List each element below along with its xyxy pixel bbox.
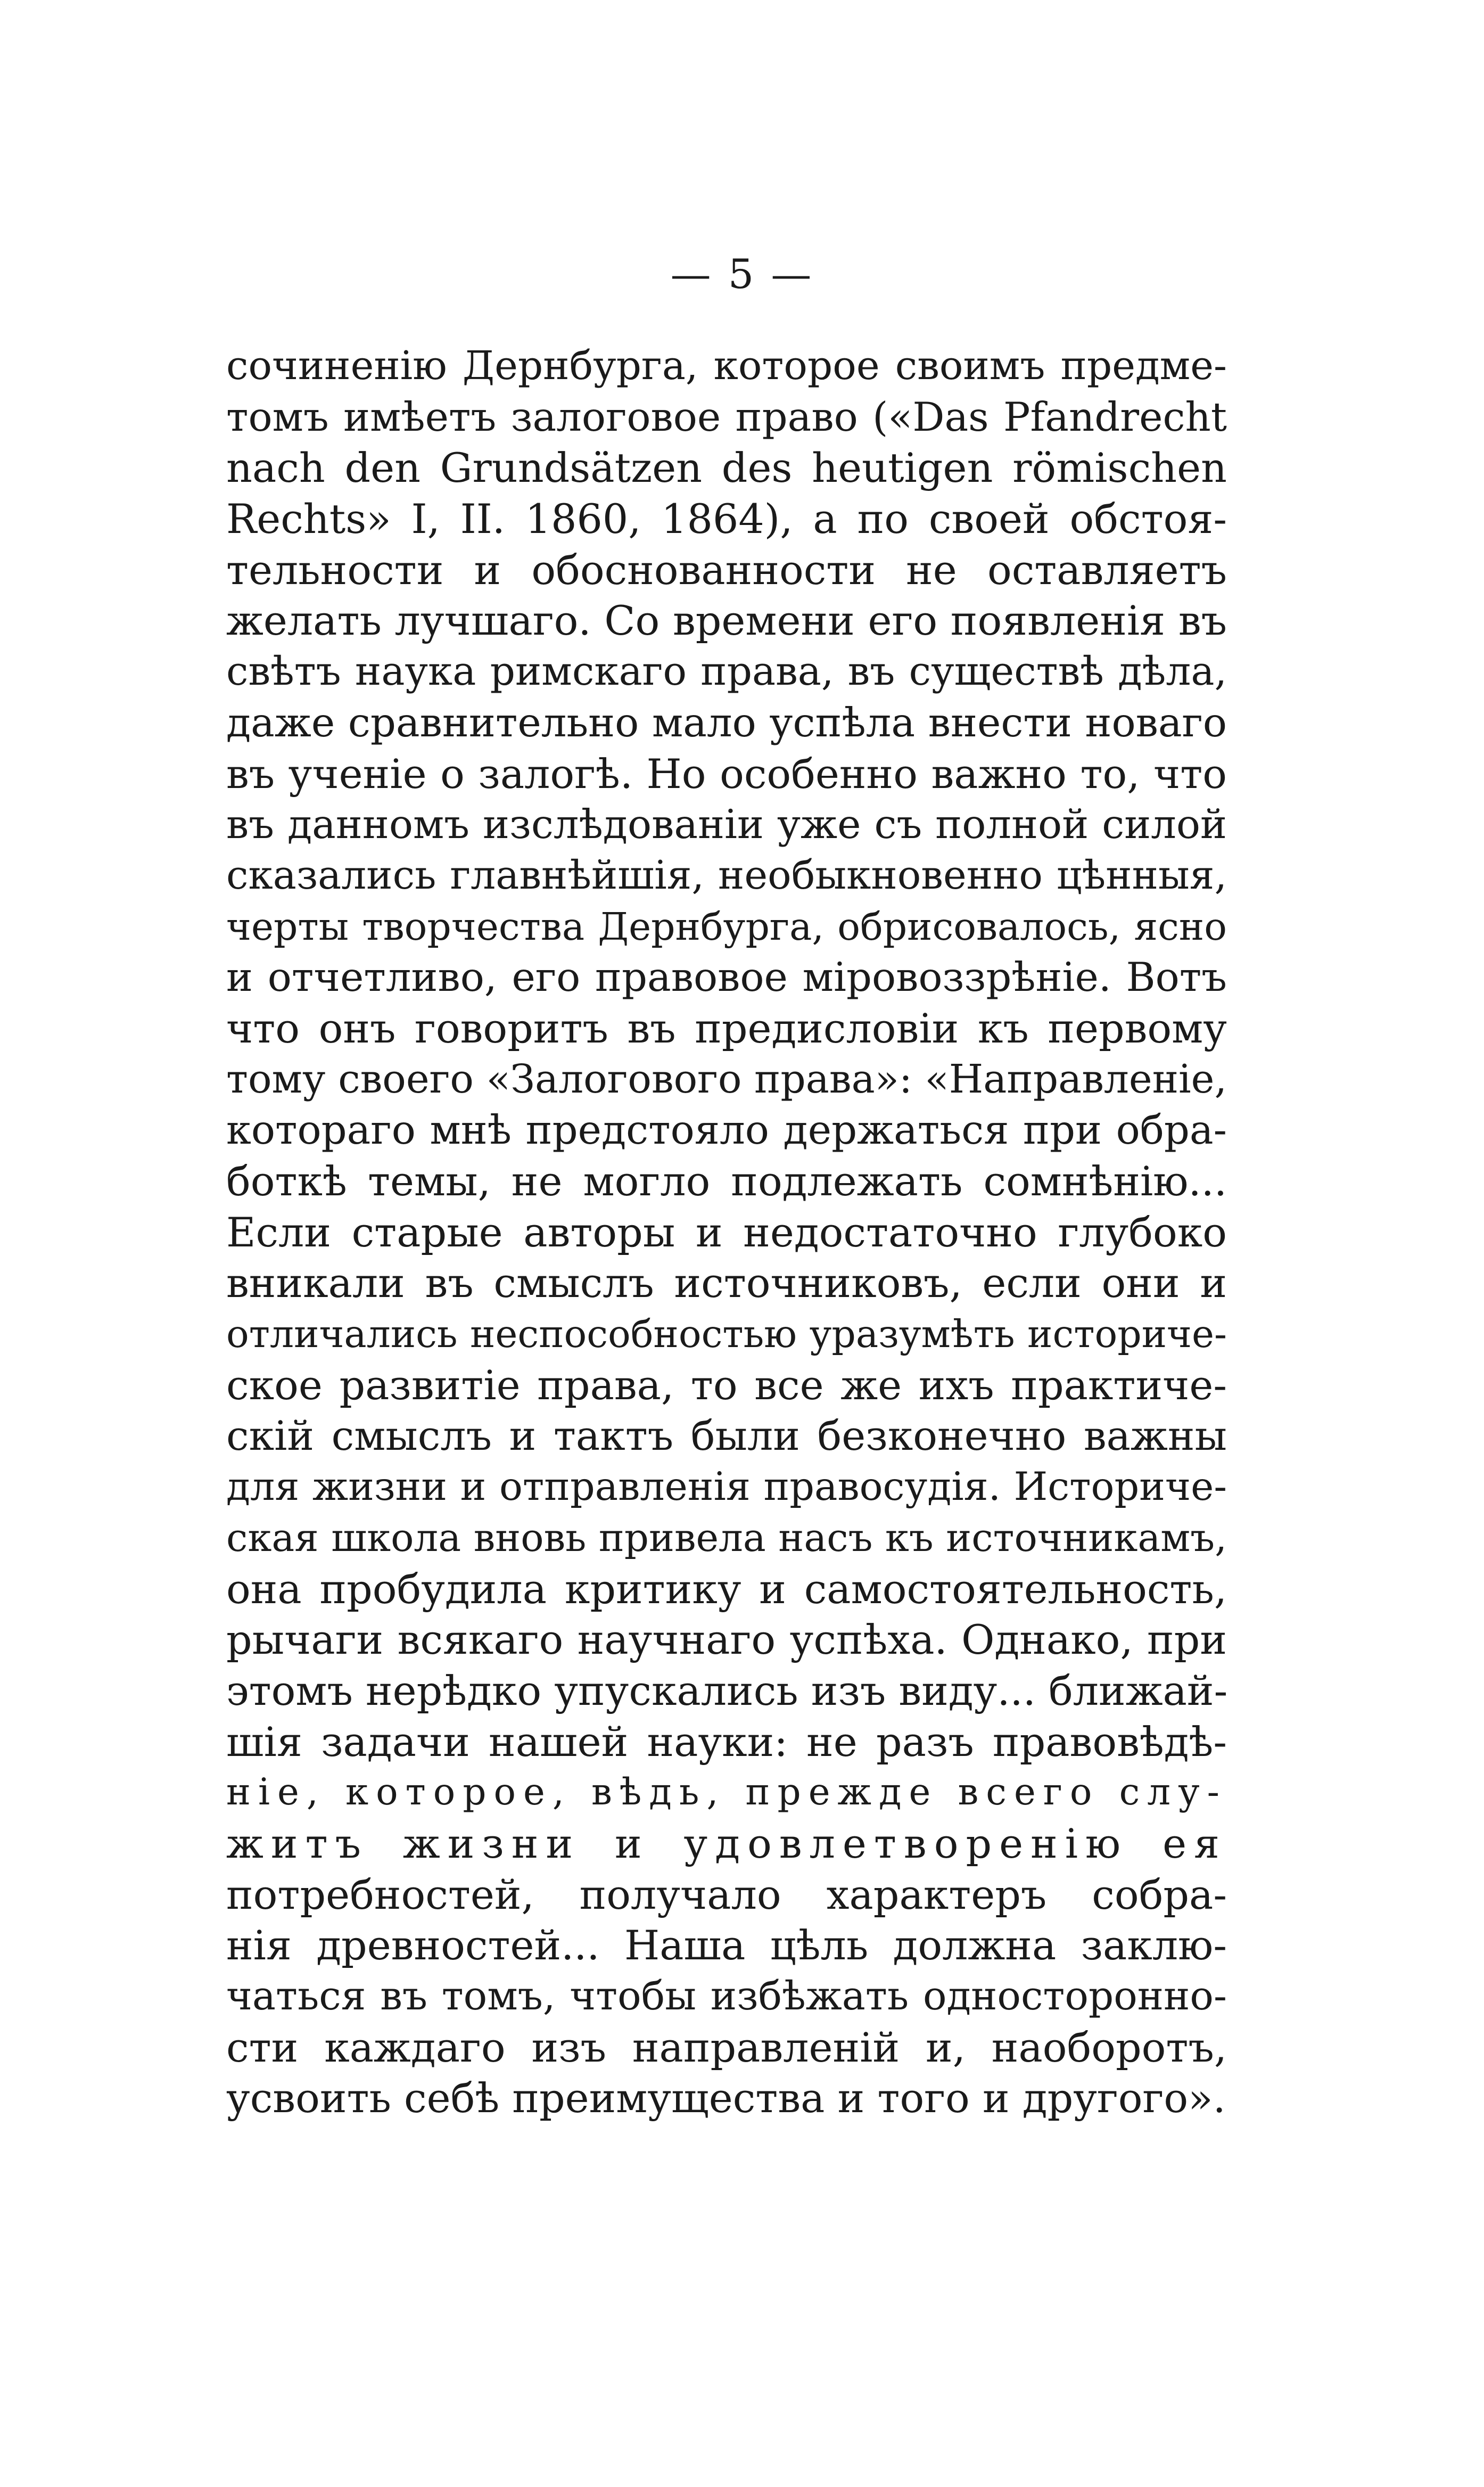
text-line: шія задачи нашей науки: не разъ правовѣдѣ- bbox=[226, 1718, 1227, 1766]
text-line: въ данномъ изслѣдованіи уже съ полной силой bbox=[226, 801, 1227, 848]
text-line: она пробудила критику и самостоятельность, bbox=[226, 1565, 1227, 1613]
text-line: черты творчества Дернбурга, обрисовалось, ясно bbox=[226, 904, 1227, 949]
text-line: и отчетливо, его правовое міровоззрѣніе. Вотъ bbox=[226, 954, 1227, 1001]
text-line: чаться въ томъ, чтобы избѣжать односторонно- bbox=[226, 1973, 1227, 2019]
text-line: скій смыслъ и тактъ были безконечно важны bbox=[226, 1412, 1227, 1460]
text-line: для жизни и отправленія правосудія. Историче- bbox=[226, 1464, 1227, 1510]
text-line: отличались неспособностью уразумѣть историче- bbox=[226, 1312, 1227, 1357]
text-line: свѣтъ наука римскаго права, въ существѣ дѣла, bbox=[226, 649, 1227, 695]
text-line: nach den Grundsätzen des heutigen römischen bbox=[226, 444, 1227, 492]
body-text bbox=[226, 341, 1227, 2124]
text-line: Rechts» I, II. 1860, 1864), а по своей обстоя- bbox=[226, 495, 1227, 543]
text-line: томъ имѣетъ залоговое право («Das Pfandrecht bbox=[226, 393, 1227, 440]
text-line-last: усвоить себѣ преимущества и того и другого». bbox=[226, 2074, 1226, 2122]
text-line: нія древностей... Наша цѣль должна заклю- bbox=[226, 1922, 1227, 1969]
text-line: рычаги всякаго научнаго успѣха. Однако, при bbox=[226, 1616, 1227, 1664]
text-line: вникали въ смыслъ источниковъ, если они и bbox=[226, 1259, 1227, 1307]
text-line-spaced: ніе, которое, вѣдь, прежде всего слу- bbox=[226, 1771, 1227, 1814]
text-line: котораго мнѣ предстояло держаться при обра- bbox=[226, 1106, 1227, 1154]
page-number: — 5 — bbox=[670, 250, 814, 298]
text-line-spaced: житъ жизни и удовлетворенію ея bbox=[226, 1819, 1227, 1867]
text-line: сказались главнѣйшія, необыкновенно цѣнныя, bbox=[226, 852, 1227, 898]
text-line: въ ученіе о залогѣ. Но особенно важно то, что bbox=[226, 750, 1227, 798]
text-line: ское развитіе права, то все же ихъ практиче- bbox=[226, 1361, 1227, 1409]
text-line: Если старые авторы и недостаточно глубоко bbox=[226, 1208, 1227, 1256]
text-line: даже сравнительно мало успѣла внести новаго bbox=[226, 699, 1227, 746]
text-line: что онъ говоритъ въ предисловіи къ первому bbox=[226, 1004, 1227, 1052]
text-line: сти каждаго изъ направленій и, наоборотъ, bbox=[226, 2023, 1227, 2071]
text-line: сочиненію Дернбурга, которое своимъ предме- bbox=[226, 343, 1227, 389]
text-line: боткѣ темы, не могло подлежать сомнѣнію... bbox=[226, 1158, 1227, 1205]
text-line: потребностей, получало характеръ собра- bbox=[226, 1870, 1227, 1918]
text-line: этомъ нерѣдко упускались изъ виду... ближай- bbox=[226, 1667, 1228, 1714]
text-line: тельности и обоснованности не оставляетъ bbox=[226, 546, 1227, 594]
text-line: ская школа вновь привела насъ къ источникамъ, bbox=[226, 1515, 1227, 1560]
text-line: желать лучшаго. Со времени его появленія въ bbox=[226, 597, 1227, 645]
text-line: тому своего «Залогового права»: «Направленіе, bbox=[226, 1056, 1227, 1102]
